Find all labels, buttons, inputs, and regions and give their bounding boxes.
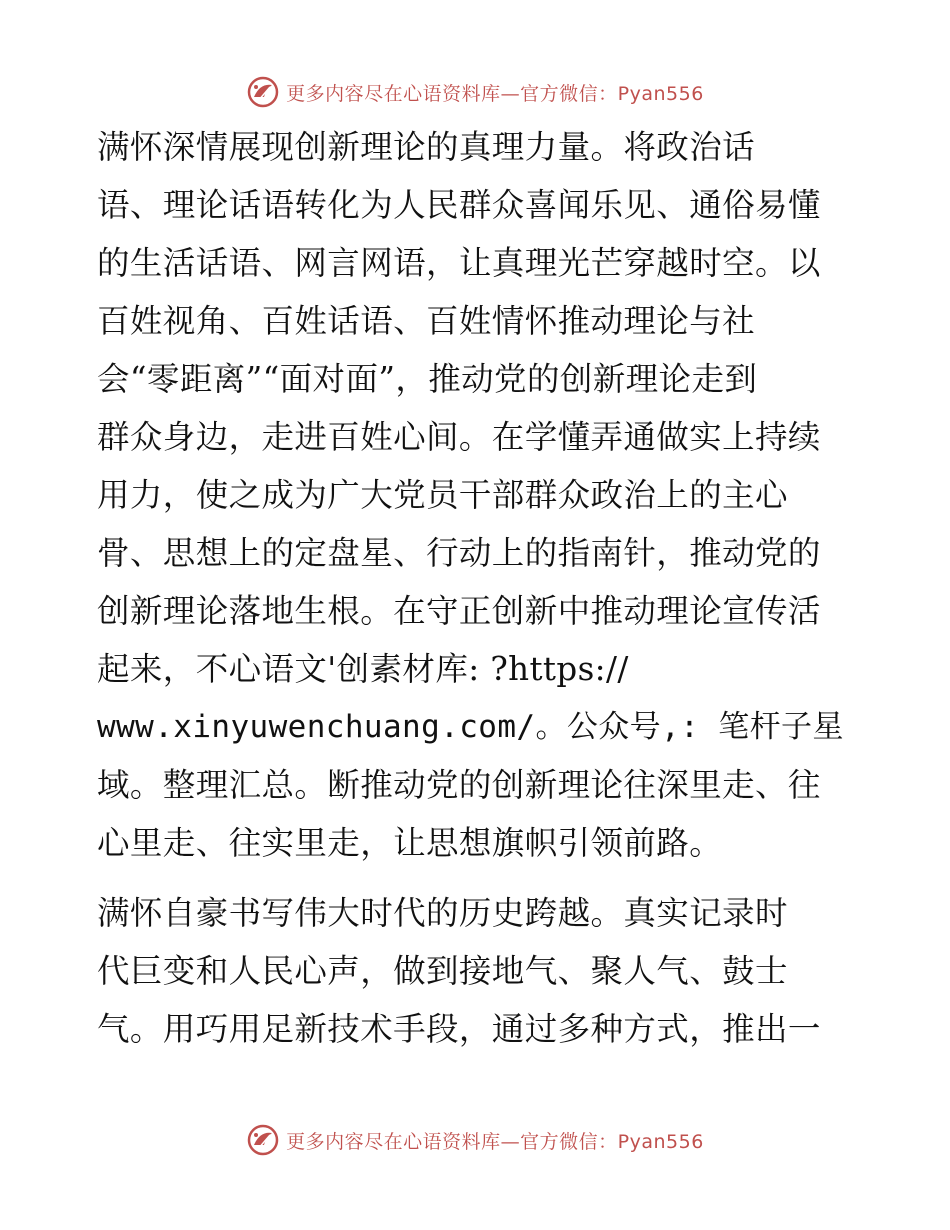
- text-line: 满怀自豪书写伟大时代的历史跨越。真实记录时: [97, 894, 788, 932]
- paragraph-1: [97, 118, 857, 872]
- text-line: 满怀深情展现创新理论的真理力量。将政治话: [97, 128, 756, 166]
- paragraph-2: [97, 884, 857, 1058]
- footer-wechat-id: Pyan556: [617, 1130, 704, 1153]
- text-line: 心里走、往实里走，让思想旗帜引领前路。: [97, 824, 723, 862]
- text-line: 骨、思想上的定盘星、行动上的指南针，推动党的: [97, 534, 821, 572]
- text-line: 百姓视角、百姓话语、百姓情怀推动理论与社: [97, 302, 756, 340]
- brand-logo-icon: [246, 75, 280, 109]
- paragraph-spacer: [97, 872, 857, 884]
- text-line: 域。整理汇总。断推动党的创新理论往深里走、往: [97, 766, 821, 804]
- footer-banner: [0, 1120, 950, 1160]
- text-line: 群众身边，走进百姓心间。在学懂弄通做实上持续: [97, 418, 821, 456]
- text-line: 用力，使之成为广大党员干部群众政治上的主心: [97, 476, 788, 514]
- text-line: 的生活话语、网言网语，让真理光芒穿越时空。以: [97, 244, 821, 282]
- text-line: 代巨变和人民心声，做到接地气、聚人气、鼓士: [97, 952, 788, 990]
- text-line: 起来，不心语文'创素材库: ?https://: [97, 650, 629, 688]
- header-banner-text: 更多内容尽在心语资料库—官方微信：Pyan556: [286, 82, 704, 105]
- text-line: 会“零距离”“面对面”，推动党的创新理论走到: [97, 360, 758, 398]
- document-body: [97, 118, 857, 1058]
- brand-logo-icon: [246, 1123, 280, 1157]
- header-banner: [0, 72, 950, 112]
- footer-banner-text: 更多内容尽在心语资料库—官方微信：Pyan556: [286, 1130, 704, 1153]
- text-line: 语、理论话语转化为人民群众喜闻乐见、通俗易懂: [97, 186, 821, 224]
- text-line: 创新理论落地生根。在守正创新中推动理论宣传活: [97, 592, 821, 630]
- header-wechat-id: Pyan556: [617, 82, 704, 105]
- text-line-url: www.xinyuwenchuang.com/。公众号,: 笔杆子星: [97, 709, 844, 745]
- text-line: 气。用巧用足新技术手段，通过多种方式，推出一: [97, 1010, 821, 1048]
